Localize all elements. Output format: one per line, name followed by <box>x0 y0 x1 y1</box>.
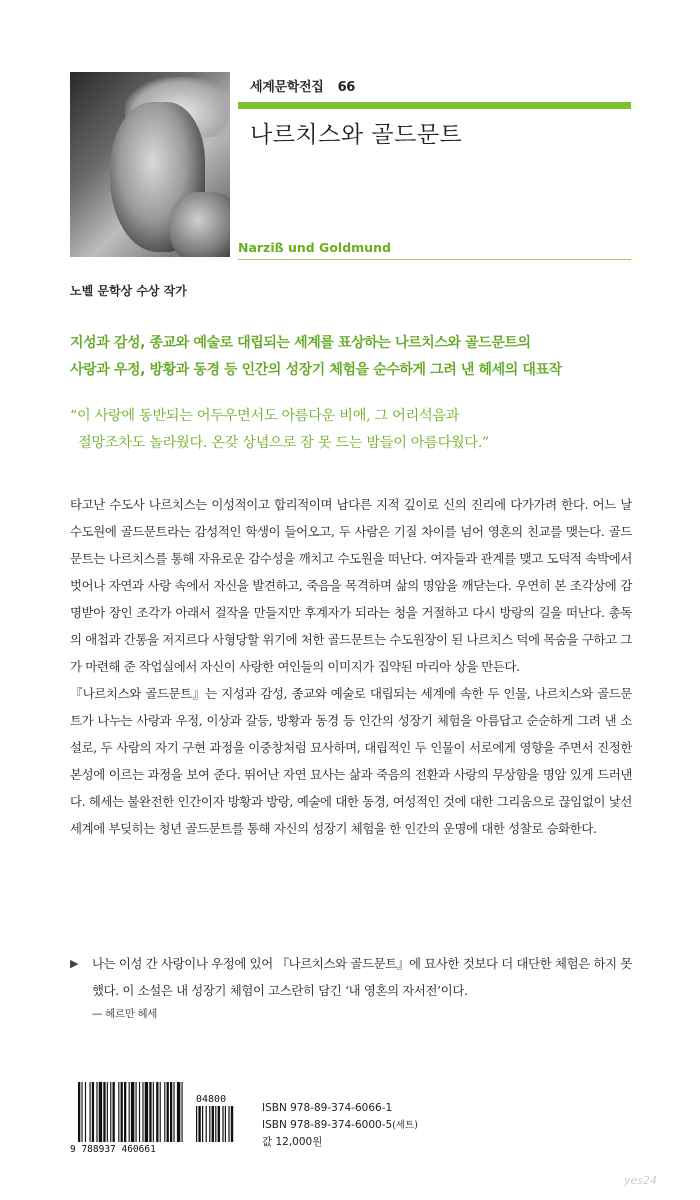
barcode-bar <box>92 1082 94 1142</box>
barcode-bar <box>81 1082 82 1142</box>
barcode-digits: 9 788937 460661 <box>70 1144 156 1155</box>
publisher-watermark: yes24 <box>624 1174 658 1187</box>
series-name: 세계문학전집 <box>250 80 324 95</box>
barcode-bar <box>167 1082 169 1142</box>
lead-line-1: 지성과 감성, 종교와 예술로 대립되는 세계를 표상하는 나르치스와 골드문트의 <box>70 335 531 351</box>
barcode-bar <box>149 1082 151 1142</box>
barcode-addon-bar <box>228 1106 229 1142</box>
barcode-bar <box>124 1082 126 1142</box>
barcode-bar <box>153 1082 154 1142</box>
author-photo <box>70 72 230 257</box>
barcode-bar <box>110 1082 111 1142</box>
barcode <box>70 1080 255 1155</box>
series-label <box>250 76 355 95</box>
quote-line-1: “이 사랑에 동반되는 어두우면서도 아름다운 비애, 그 어리석음과 <box>70 408 460 424</box>
barcode-bar <box>118 1082 119 1142</box>
barcode-bar <box>173 1082 174 1142</box>
barcode-addon-bar <box>225 1106 226 1142</box>
barcode-bar <box>121 1082 123 1142</box>
barcode-bar <box>182 1082 183 1142</box>
barcode-bar <box>160 1082 161 1142</box>
barcode-addon-bar <box>196 1106 197 1142</box>
thin-rule <box>238 259 631 260</box>
barcode-addon-digits: 04800 <box>196 1094 227 1105</box>
barcode-addon-bar <box>198 1106 200 1142</box>
barcode-addon-bar <box>218 1106 220 1142</box>
barcode-bar <box>85 1082 86 1142</box>
barcode-bar <box>90 1082 91 1142</box>
isbn-line-1: ISBN 978-89-374-6066-1 <box>262 1102 393 1114</box>
lead-text <box>70 330 640 384</box>
lead-line-2: 사랑과 우정, 방황과 동경 등 인간의 성장기 체험을 순수하게 그려 낸 헤세의 대표작 <box>70 362 562 378</box>
triangle-marker-icon: ▶ <box>70 957 79 970</box>
barcode-graphic <box>70 1080 255 1155</box>
barcode-bar <box>131 1082 134 1142</box>
barcode-addon-bar <box>231 1106 233 1142</box>
quote-line-2: 절망조차도 놀라웠다. 온갖 상념으로 잠 못 드는 밤들이 아름다웠다.” <box>78 435 489 451</box>
barcode-addon-bar <box>209 1106 210 1142</box>
barcode-bar <box>107 1082 108 1142</box>
award-label: 노벨 문학상 수상 작가 <box>70 284 187 298</box>
price: 값 12,000원 <box>262 1136 323 1148</box>
barcode-addon-bar <box>202 1106 203 1142</box>
barcode-bar <box>136 1082 137 1142</box>
series-number: 66 <box>337 80 356 95</box>
synopsis <box>70 491 632 842</box>
book-title: 나르치스와 골드문트 <box>250 122 463 148</box>
barcode-addon-bar <box>206 1106 207 1142</box>
isbn-line-2: ISBN 978-89-374-6000-5(세트) <box>262 1119 418 1131</box>
barcode-bar <box>164 1082 165 1142</box>
barcode-bar <box>156 1082 158 1142</box>
author-note-attribution: — 헤르만 헤세 <box>92 1008 158 1020</box>
author-note <box>70 950 632 1024</box>
barcode-bar <box>142 1082 143 1142</box>
barcode-bar <box>103 1082 105 1142</box>
barcode-bar <box>129 1082 130 1142</box>
barcode-addon-bar <box>215 1106 216 1142</box>
barcode-bar <box>177 1082 180 1142</box>
pull-quote <box>70 403 640 457</box>
original-title: Narziß und Goldmund <box>238 240 391 255</box>
barcode-bar <box>113 1082 115 1142</box>
barcode-bar <box>139 1082 140 1142</box>
isbn-block <box>262 1100 418 1151</box>
barcode-bar <box>96 1082 97 1142</box>
barcode-addon-bar <box>212 1106 214 1142</box>
author-note-text: 나는 이성 간 사랑이나 우정에 있어 『나르치스와 골드문트』에 묘사한 것보다 더 대단한 체험은 하지 못했다. 이 소설은 내 성장기 체험이 고스란히 담긴 ‘내 영혼의 자서전’이다. <box>92 956 632 998</box>
barcode-bar <box>170 1082 172 1142</box>
synopsis-paragraph-1: 타고난 수도사 나르치스는 이성적이고 합리적이며 남다른 지적 깊이로 신의 진리에 다가가려 한다. 어느 날 수도원에 골드문트라는 감성적인 학생이 들어오고, 두 사람은 기질 차이를 넘어 영혼의 친교를 맺는다. 골드문트는 나르치스를 통해 자유로운 감수성을 깨치고 수도원을 떠난다. 여자들과 관계를 맺고 도덕적 속박에서 벗어나 자연과 사랑 속에서 자신을 발견하고, 죽음을 목격하며 삶의 명암을 깨닫는다. 우연히 본 조각상에 감명받아 장인 조각가 아래서 걸작을 만들지만 후계자가 되라는 청을 거절하고 다시 방랑의 길을 떠난다. 총독의 애첩과 간통을 저지르다 사형당할 위기에 처한 골드문트는 수도원장이 된 나르치스 덕에 목숨을 구하고 그가 마련해 준 작업실에서 자신이 사랑한 여인들의 이미지가 집약된 마리아 상을 만든다. <box>70 497 632 674</box>
barcode-bar <box>78 1082 80 1142</box>
barcode-bar <box>145 1082 148 1142</box>
barcode-bar <box>99 1082 102 1142</box>
barcode-addon-bar <box>222 1106 223 1142</box>
synopsis-paragraph-2: 『나르치스와 골드문트』는 지성과 감성, 종교와 예술로 대립되는 세계에 속한 두 인물, 나르치스와 골드문트가 나누는 사랑과 우정, 이상과 갈등, 방황과 동경 등 인간의 성장기 체험을 아름답고 순순하게 그려 낸 소설로, 두 사람의 자기 구현 과정을 이중창처럼 묘사하며, 대립적인 두 인물이 서로에게 영향을 주면서 진정한 본성에 이르는 과정을 보여 준다. 뛰어난 자연 묘사는 삶과 죽음의 전환과 사랑의 무상함을 명암 있게 드러낸다. 헤세는 불완전한 인간이자 방황과 방랑, 예술에 대한 동경, 여성적인 것에 대한 그리움으로 끊임없이 낯선 세계에 부딪히는 청년 골드문트를 통해 자신의 성장기 체험을 한 인간의 운명에 대한 성찰로 승화한다. <box>70 686 632 836</box>
green-rule <box>238 102 631 109</box>
